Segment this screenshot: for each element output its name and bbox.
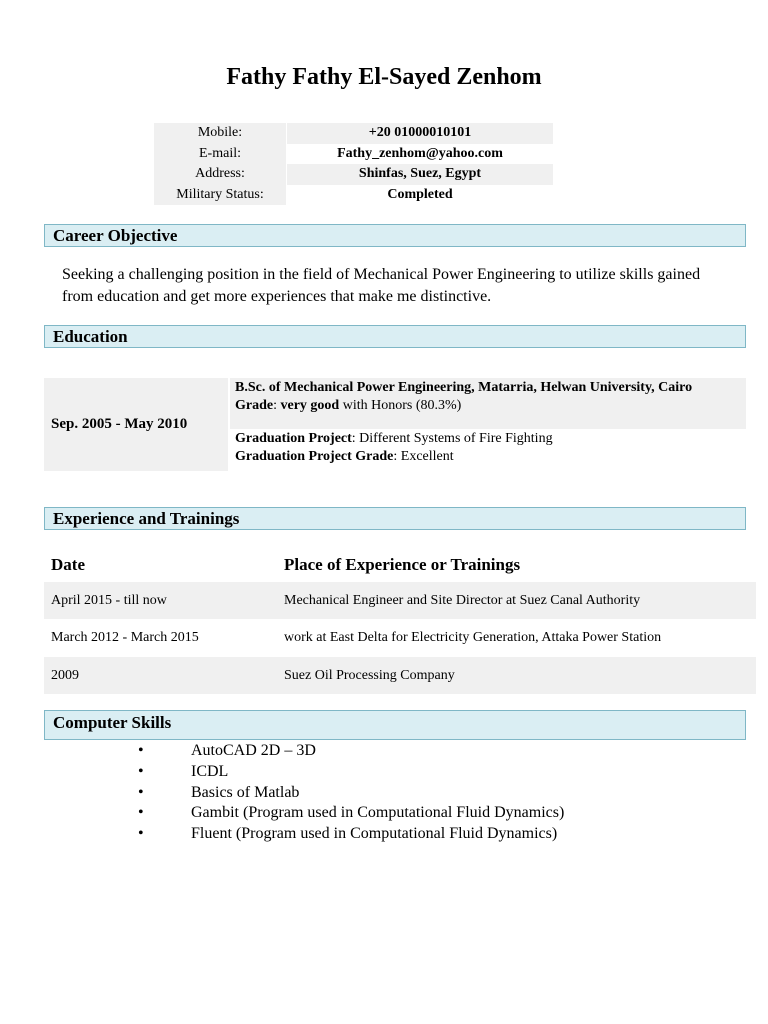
grade-label: Grade (235, 398, 274, 413)
contact-row-mobile (154, 123, 553, 144)
experience-place-header: Place of Experience or Trainings (284, 555, 521, 574)
skill-text: Basics of Matlab (191, 783, 300, 801)
education-degree-block (230, 378, 746, 429)
contact-label: Mobile: (154, 123, 286, 144)
section-experience: Experience and Trainings (44, 507, 746, 530)
contact-label: E-mail: (154, 144, 286, 165)
bullet-icon: • (138, 783, 144, 801)
experience-date: March 2012 - March 2015 (51, 630, 199, 645)
project-grade-label: Graduation Project Grade (235, 449, 394, 464)
objective-text: Seeking a challenging position in the field of Mechanical Power Engineering to utilize skills gained from education and get more experiences that make me distinctive. (62, 266, 701, 305)
bullet-icon: • (138, 762, 144, 780)
experience-date: April 2015 - till now (51, 593, 167, 608)
contact-value: +20 01000010101 (287, 123, 553, 144)
section-education: Education (44, 325, 746, 348)
project-label: Graduation Project (235, 431, 352, 446)
skill-item (138, 803, 564, 824)
contact-value: Fathy_zenhom@yahoo.com (337, 145, 503, 161)
grade-note: with Honors (80.3%) (339, 398, 462, 413)
experience-row (44, 657, 756, 694)
contact-row-military (154, 185, 553, 206)
contact-value: Shinfas, Suez, Egypt (287, 164, 553, 185)
experience-date-header: Date (51, 555, 85, 574)
experience-place: Suez Oil Processing Company (284, 668, 455, 683)
experience-header (44, 553, 746, 581)
project-grade-value: : Excellent (393, 449, 454, 464)
experience-row (44, 619, 756, 656)
education-project-block (230, 429, 746, 466)
contact-label: Address: (154, 164, 286, 185)
contact-row-address (154, 164, 553, 185)
education-entry (44, 378, 746, 471)
skill-text: ICDL (191, 762, 229, 780)
skill-text: Gambit (Program used in Computational Fluid Dynamics) (191, 804, 565, 822)
experience-row (44, 582, 756, 619)
skill-text: AutoCAD 2D – 3D (191, 742, 316, 759)
bullet-icon: • (138, 804, 144, 822)
contact-value: Completed (387, 186, 453, 202)
education-detail (230, 378, 746, 471)
bullet-icon: • (138, 742, 144, 759)
bullet-icon: • (138, 825, 144, 843)
contact-row-email (154, 144, 553, 165)
contact-table (154, 123, 553, 205)
skill-item (138, 762, 564, 783)
cv-name: Fathy Fathy El-Sayed Zenhom (226, 64, 542, 90)
skill-item (138, 783, 564, 804)
skill-text: Fluent (Program used in Computational Fluid Dynamics) (191, 825, 558, 843)
grade-sep: : (273, 398, 281, 413)
skills-list (138, 741, 564, 845)
education-degree: B.Sc. of Mechanical Power Engineering, Matarria, Helwan University, Cairo (235, 380, 693, 395)
experience-date: 2009 (51, 668, 79, 683)
project-value: : Different Systems of Fire Fighting (351, 431, 553, 446)
contact-label: Military Status: (154, 185, 286, 206)
experience-place: Mechanical Engineer and Site Director at Suez Canal Authority (284, 593, 641, 608)
skill-item (138, 824, 564, 845)
education-date: Sep. 2005 - May 2010 (44, 378, 228, 471)
grade-value: very good (280, 398, 340, 413)
experience-place: work at East Delta for Electricity Generation, Attaka Power Station (284, 630, 662, 645)
section-career-objective: Career Objective (44, 224, 746, 247)
skill-item (138, 741, 564, 762)
section-computer-skills: Computer Skills (44, 710, 746, 740)
